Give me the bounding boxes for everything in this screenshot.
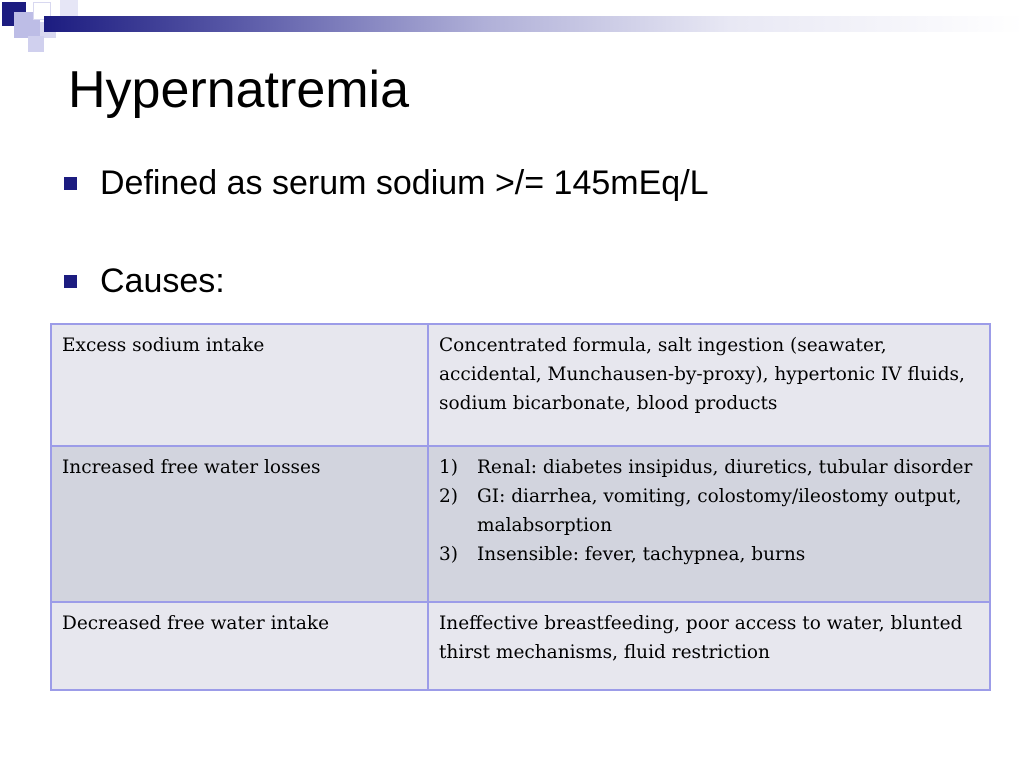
- cause-cell: Decreased free water intake: [51, 602, 428, 690]
- list-item: [439, 482, 979, 540]
- list-number: 3): [439, 544, 458, 565]
- bullet-item: [64, 164, 709, 203]
- causes-table: [50, 323, 991, 691]
- decorative-square: [28, 36, 44, 52]
- list-item: [439, 453, 979, 482]
- bullet-text: Causes:: [100, 262, 225, 300]
- list-number: 1): [439, 457, 458, 478]
- table-row: [51, 602, 990, 690]
- list-text: GI: diarrhea, vomiting, colostomy/ileostomy output, malabsorption: [477, 486, 962, 536]
- table-row: [51, 446, 990, 602]
- list-text: Insensible: fever, tachypnea, burns: [477, 544, 806, 565]
- square-bullet-icon: [64, 275, 77, 288]
- bullet-text: Defined as serum sodium >/= 145mEq/L: [100, 164, 709, 202]
- details-cell: Concentrated formula, salt ingestion (seawater, accidental, Munchausen-by-proxy), hypertonic IV fluids, sodium bicarbonate, blood products: [428, 324, 990, 446]
- details-cell: [428, 446, 990, 602]
- list-text: Renal: diabetes insipidus, diuretics, tubular disorder: [477, 457, 973, 478]
- details-cell: Ineffective breastfeeding, poor access to water, blunted thirst mechanisms, fluid restriction: [428, 602, 990, 690]
- bullet-item: [64, 262, 225, 301]
- cause-cell: Increased free water losses: [51, 446, 428, 602]
- header-gradient-bar: [44, 16, 1024, 32]
- list-item: [439, 540, 979, 569]
- cause-cell: Excess sodium intake: [51, 324, 428, 446]
- square-bullet-icon: [64, 177, 77, 190]
- table-row: [51, 324, 990, 446]
- slide-title: Hypernatremia: [68, 61, 410, 119]
- numbered-list: [439, 453, 979, 569]
- list-number: 2): [439, 486, 458, 507]
